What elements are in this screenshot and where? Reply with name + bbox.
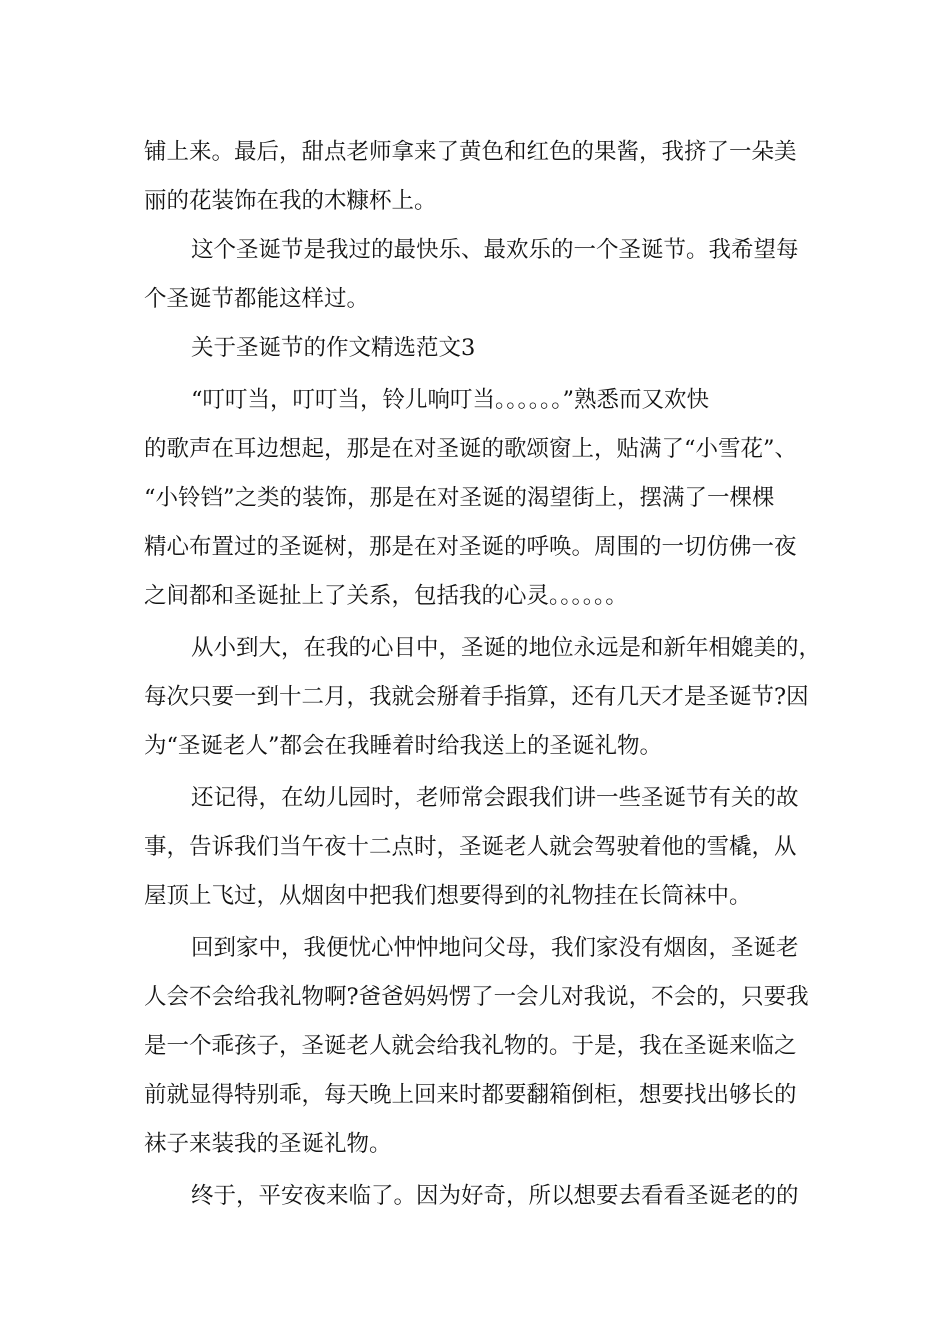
text-line: “小铃铛”之类的装饰，那是在对圣诞的渴望街上，摆满了一棵棵 (144, 485, 775, 511)
text-line: 的歌声在耳边想起，那是在对圣诞的歌颂窗上，贴满了“小雪花”、 (144, 436, 798, 462)
text-line: 个圣诞节都能这样过。 (144, 286, 370, 312)
text-line: 铺上来。最后，甜点老师拿来了黄色和红色的果酱，我挤了一朵美 (144, 139, 797, 165)
text-line: 每次只要一到十二月，我就会掰着手指算，还有几天才是圣诞节?因 (144, 684, 809, 710)
text-line: 还记得，在幼儿园时，老师常会跟我们讲一些圣诞节有关的故 (191, 785, 799, 811)
text-line: 袜子来装我的圣诞礼物。 (144, 1131, 392, 1157)
text-line: 前就显得特别乖，每天晚上回来时都要翻箱倒柜，想要找出够长的 (144, 1082, 797, 1108)
section-heading: 关于圣诞节的作文精选范文3 (191, 335, 476, 361)
text-line: 屋顶上飞过，从烟囱中把我们想要得到的礼物挂在长筒袜中。 (144, 883, 752, 909)
text-line: 之间都和圣诞扯上了关系，包括我的心灵。。。。。。 (144, 583, 628, 609)
text-line: 回到家中，我便忧心忡忡地问父母，我们家没有烟囱，圣诞老 (191, 935, 799, 961)
text-line: 丽的花装饰在我的木糠杯上。 (144, 188, 437, 214)
text-line: 从小到大，在我的心目中，圣诞的地位永远是和新年相媲美的， (191, 635, 822, 661)
text-line: 精心布置过的圣诞树，那是在对圣诞的呼唤。周围的一切仿佛一夜 (144, 534, 797, 560)
text-line: 事，告诉我们当午夜十二点时，圣诞老人就会驾驶着他的雪橇，从 (144, 834, 797, 860)
text-line: 为“圣诞老人”都会在我睡着时给我送上的圣诞礼物。 (144, 733, 663, 759)
text-line: 这个圣诞节是我过的最快乐、最欢乐的一个圣诞节。我希望每 (191, 237, 799, 263)
text-line: 是一个乖孩子，圣诞老人就会给我礼物的。于是，我在圣诞来临之 (144, 1033, 797, 1059)
text-line: “叮叮当，叮叮当，铃儿响叮当。。。。。。”熟悉而又欢快 (191, 387, 710, 413)
text-line: 终于，平安夜来临了。因为好奇，所以想要去看看圣诞老的的 (191, 1183, 799, 1209)
text-line: 人会不会给我礼物啊?爸爸妈妈愣了一会儿对我说，不会的，只要我 (144, 984, 809, 1010)
